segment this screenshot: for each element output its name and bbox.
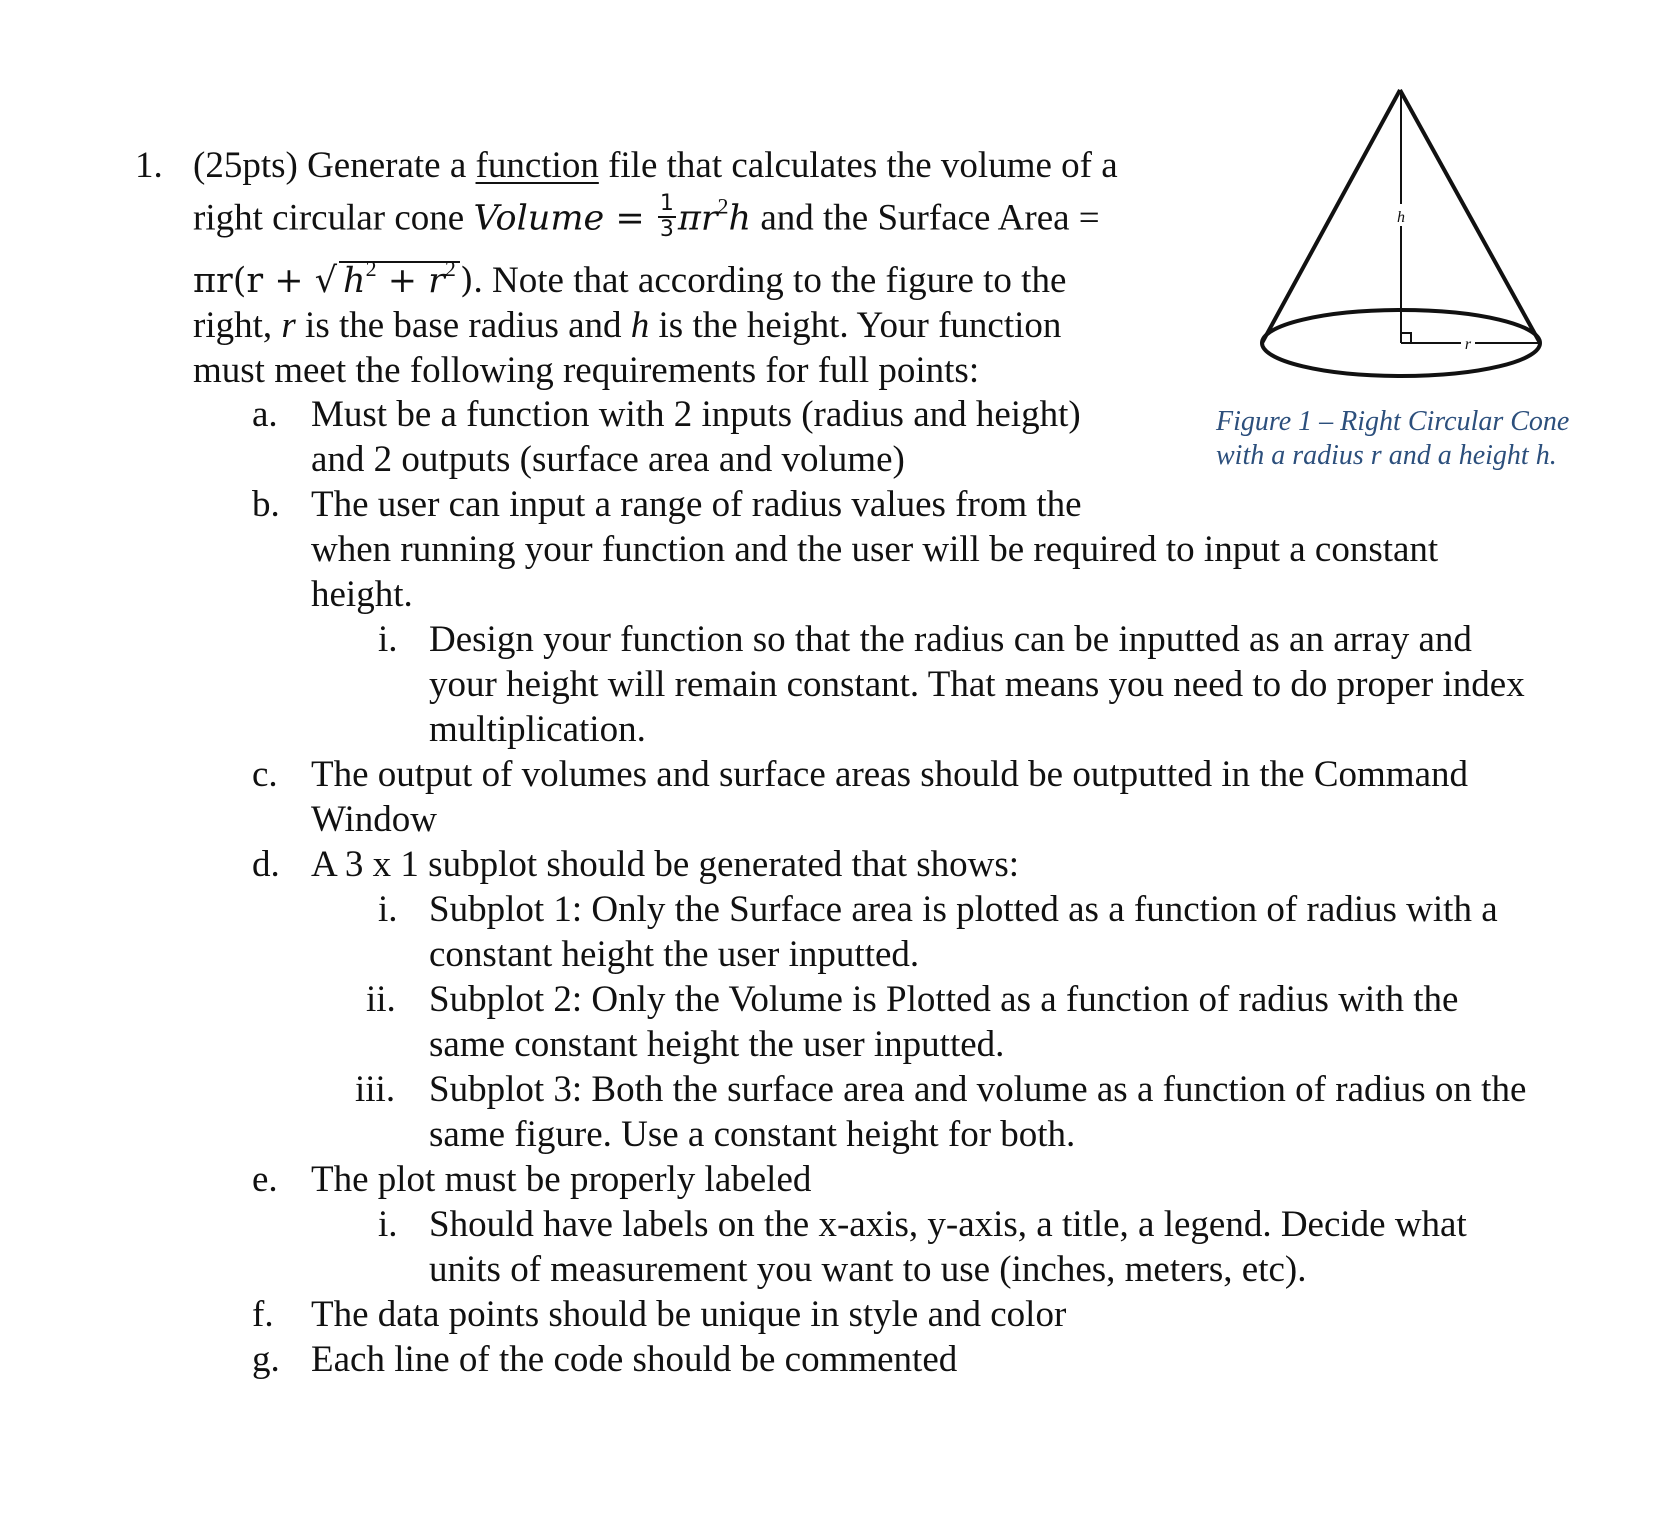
volume-formula-line [193, 191, 1100, 246]
equals: = [604, 198, 656, 239]
line4-c: is the height. Your function [649, 305, 1062, 346]
radical-sign-icon: √ [314, 261, 338, 301]
item-d-iii-line2: same figure. Use a constant height for both. [429, 1114, 1076, 1155]
item-e-line1: The plot must be properly labeled [311, 1159, 812, 1200]
function-underlined: function [475, 145, 599, 186]
item-g-marker: g. [252, 1339, 280, 1380]
problem-line5: must meet the following requirements for full points: [193, 350, 980, 391]
item-b-line1: The user can input a range of radius values from the [311, 484, 1082, 525]
sa-pi-r: πr(r + [193, 261, 315, 301]
item-d-iii-line1: Subplot 3: Both the surface area and volume as a function of radius on the [429, 1069, 1527, 1110]
h-squared-exponent: 2 [365, 256, 377, 281]
surface-area-text: and the Surface Area = [751, 197, 1100, 239]
item-b-i-marker: i. [378, 619, 398, 660]
item-d-i-line2: constant height the user inputted. [429, 934, 920, 975]
cone-right-edge [1400, 90, 1540, 343]
problem-line4 [193, 304, 1061, 348]
item-e-i-line2: units of measurement you want to use (inches, meters, etc). [429, 1249, 1307, 1290]
fraction-numerator: 1 [659, 191, 674, 216]
item-d-i-marker: i. [378, 889, 398, 930]
r-squared-exponent: 2 [717, 193, 729, 219]
figure-caption-line2: with a radius r and a height h. [1216, 440, 1557, 471]
item-c-line1: The output of volumes and surface areas should be outputted in the Command [311, 754, 1469, 795]
item-d-line1: A 3 x 1 subplot should be generated that shows: [311, 844, 1020, 885]
item-d-marker: d. [252, 844, 280, 885]
cone-left-edge [1262, 90, 1400, 343]
item-b-line2: when running your function and the user will be required to input a constant [311, 529, 1439, 570]
item-e-i-line1: Should have labels on the x-axis, y-axis, a title, a legend. Decide what [429, 1204, 1467, 1245]
radicand-r: r [428, 261, 445, 301]
square-root [314, 256, 460, 303]
item-c-marker: c. [252, 754, 278, 795]
surface-area-formula-line [193, 256, 1067, 303]
line2-text: right circular cone [193, 197, 474, 239]
item-b-marker: b. [252, 484, 280, 525]
radicand-plus: + [376, 261, 429, 301]
item-c-line2: Window [311, 799, 437, 840]
cone-h-label: h [1397, 209, 1405, 226]
item-g-line1: Each line of the code should be commented [311, 1339, 958, 1380]
h-var: h [728, 198, 752, 239]
item-b-i-line1: Design your function so that the radius can be inputted as an array and [429, 619, 1472, 660]
item-d-i-line1: Subplot 1: Only the Surface area is plotted as a function of radius with a [429, 889, 1498, 930]
intro-points: (25pts) Generate a [193, 145, 476, 186]
volume-var: Volume [473, 198, 605, 239]
item-e-marker: e. [252, 1159, 278, 1200]
right-angle-marker [1401, 333, 1411, 343]
radicand-h: h [343, 261, 366, 301]
cone-figure [1250, 80, 1550, 380]
item-d-iii-marker: iii. [355, 1069, 396, 1110]
sa-close: ) [459, 261, 474, 301]
r2-exponent: 2 [444, 256, 456, 281]
item-d-ii-marker: ii. [366, 979, 396, 1020]
line4-r: r [281, 305, 296, 346]
item-a-marker: a. [252, 394, 278, 435]
line3-rest: . Note that according to the figure to the [473, 260, 1067, 301]
one-third-fraction [658, 192, 676, 242]
item-a-line2: and 2 outputs (surface area and volume) [311, 439, 905, 480]
radicand [339, 256, 460, 301]
line4-b: is the base radius and [295, 305, 631, 346]
item-d-ii-line2: same constant height the user inputted. [429, 1024, 1005, 1065]
item-b-line3: height. [311, 574, 413, 615]
problem-number: 1. [135, 145, 163, 186]
item-f-marker: f. [252, 1294, 274, 1335]
cone-r-label: r [1464, 336, 1472, 353]
figure-caption-line1: Figure 1 – Right Circular Cone [1216, 406, 1570, 437]
intro-rest: file that calculates the volume of a [598, 145, 1118, 186]
problem-intro [193, 144, 1118, 188]
item-b-i-line2: your height will remain constant. That means you need to do proper index [429, 664, 1525, 705]
item-f-line1: The data points should be unique in style and color [311, 1294, 1067, 1335]
line4-a: right, [193, 305, 282, 346]
pi-r: πr [677, 198, 718, 239]
fraction-denominator: 3 [659, 217, 674, 242]
item-d-ii-line1: Subplot 2: Only the Volume is Plotted as a function of radius with the [429, 979, 1459, 1020]
item-b-i-line3: multiplication. [429, 709, 646, 750]
line4-h: h [630, 305, 650, 346]
item-a-line1: Must be a function with 2 inputs (radius and height) [311, 394, 1081, 435]
item-e-i-marker: i. [378, 1204, 398, 1245]
